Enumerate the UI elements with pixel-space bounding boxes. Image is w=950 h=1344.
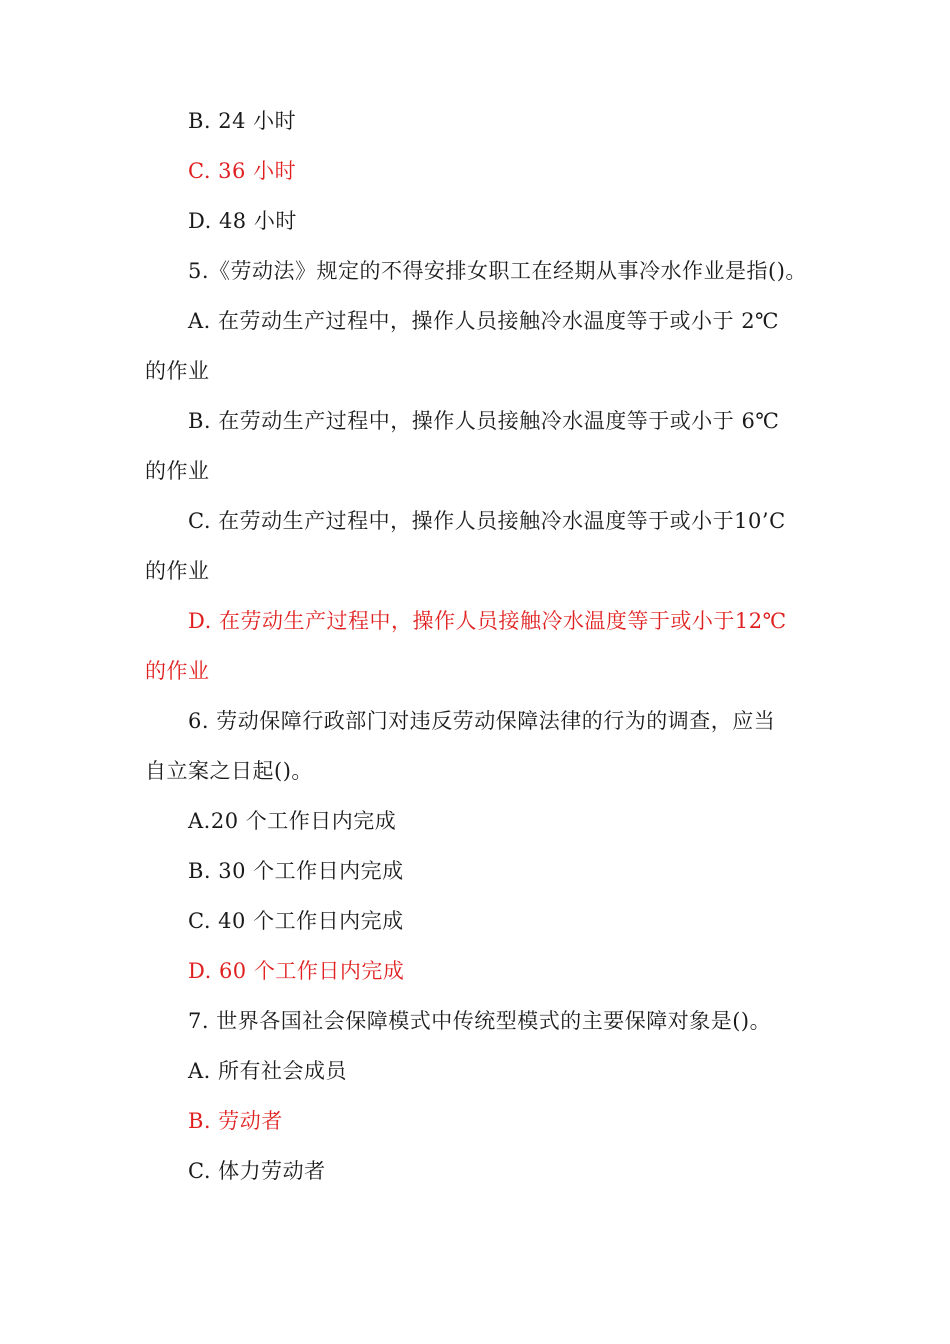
option-c-36h-answer: C. 36 小时 <box>188 159 297 183</box>
q5-option-b-cont: 的作业 <box>145 459 210 483</box>
q6-option-d-answer: D. 60 个工作日内完成 <box>188 959 405 983</box>
q5-option-b: B. 在劳动生产过程中，操作人员接触冷水温度等于或小于 6℃ <box>188 409 780 433</box>
q7-option-b-answer: B. 劳动者 <box>188 1109 283 1133</box>
question-7: 7. 世界各国社会保障模式中传统型模式的主要保障对象是()。 <box>188 1009 772 1033</box>
q6-option-b: B. 30 个工作日内完成 <box>188 859 404 883</box>
q5-option-c-cont: 的作业 <box>145 559 210 583</box>
document-page <box>145 96 805 1196</box>
q6-option-c: C. 40 个工作日内完成 <box>188 909 404 933</box>
q5-option-d-cont-answer: 的作业 <box>145 659 210 683</box>
question-6: 6. 劳动保障行政部门对违反劳动保障法律的行为的调查，应当 <box>188 709 776 733</box>
q5-option-d-answer: D. 在劳动生产过程中，操作人员接触冷水温度等于或小于12℃ <box>188 609 787 633</box>
question-5: 5.《劳动法》规定的不得安排女职工在经期从事冷水作业是指()。 <box>188 259 807 283</box>
question-6-cont: 自立案之日起()。 <box>145 759 313 783</box>
q5-option-a-cont: 的作业 <box>145 359 210 383</box>
q5-option-a: A. 在劳动生产过程中，操作人员接触冷水温度等于或小于 2℃ <box>188 309 780 333</box>
q7-option-a: A. 所有社会成员 <box>188 1059 348 1083</box>
option-d-48h: D. 48 小时 <box>188 209 297 233</box>
q7-option-c: C. 体力劳动者 <box>188 1159 326 1183</box>
option-b-24h: B. 24 小时 <box>188 109 297 133</box>
q6-option-a: A.20 个工作日内完成 <box>188 809 397 833</box>
q5-option-c: C. 在劳动生产过程中，操作人员接触冷水温度等于或小于10’C <box>188 509 786 533</box>
